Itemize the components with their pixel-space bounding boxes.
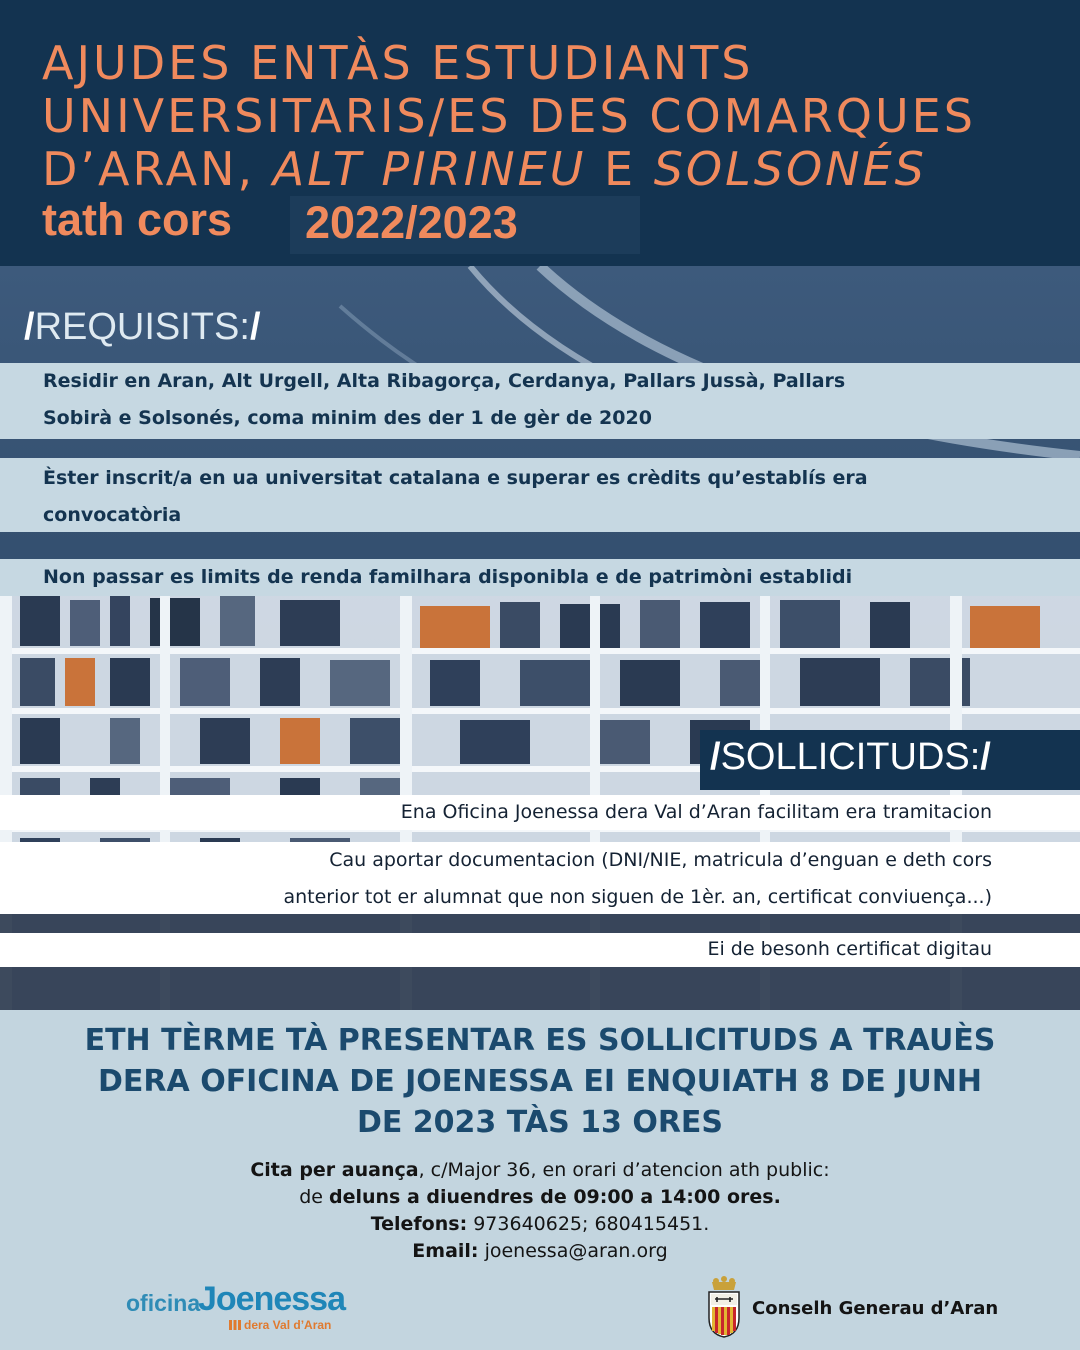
requisit-item-1 xyxy=(43,363,1043,437)
conselh-generau-logo xyxy=(706,1276,1046,1340)
cita-label: Cita per auança xyxy=(250,1159,419,1181)
header-banner xyxy=(0,0,1080,266)
logo-oficina-text: oficina xyxy=(126,1290,201,1316)
email-label: Email: xyxy=(412,1240,479,1262)
title-line-3 xyxy=(42,142,927,196)
requisit-item-2 xyxy=(43,460,1043,534)
year-label: tath cors xyxy=(42,194,233,245)
contact-email xyxy=(60,1238,1020,1265)
sollicitud-3-line-1: Ei de besonh certificat digitau xyxy=(707,938,992,960)
heading-slash-open: / xyxy=(24,306,35,348)
title-line-3-b: ALT PIRINEU xyxy=(272,142,587,196)
requisit-2-line-2: convocatòria xyxy=(43,504,182,526)
contact-cita xyxy=(60,1157,1020,1184)
phone-value[interactable]: 973640625; 680415451. xyxy=(467,1213,710,1235)
year-value: 2022/2023 xyxy=(305,197,518,248)
heading-slash-open: / xyxy=(710,736,721,778)
title-line-3-c: E xyxy=(586,142,654,196)
contact-phone xyxy=(60,1211,1020,1238)
logo-conselh-text: Conselh Generau d’Aran xyxy=(752,1298,999,1319)
sollicitud-2-line-1: Cau aportar documentacion (DNI/NIE, matricula d’enguan e deth cors xyxy=(329,849,992,871)
logo-sub-text: dera Val d’Aran xyxy=(244,1318,332,1332)
requisits-heading-text: REQUISITS: xyxy=(34,306,250,348)
title-line-1: AJUDES ENTÀS ESTUDIANTS xyxy=(42,36,754,90)
oficina-joenessa-logo xyxy=(126,1282,366,1338)
sollicituds-heading-text: SOLLICITUDS: xyxy=(720,736,981,778)
requisit-3-line-1: Non passar es limits de renda familhara disponibla e de patrimòni establidi xyxy=(43,566,853,588)
sollicitud-item-2 xyxy=(32,842,992,916)
title-line-2: UNIVERSITARIS/ES DES COMARQUES xyxy=(42,89,976,143)
title-line-3-a: D’ARAN, xyxy=(42,142,273,196)
requisits-heading xyxy=(24,308,261,346)
heading-slash-close: / xyxy=(249,306,261,348)
sollicituds-heading xyxy=(710,738,991,776)
requisit-1-line-2: Sobirà e Solsonés, coma minim des der 1 de gèr de 2020 xyxy=(43,407,652,429)
contact-hours xyxy=(60,1184,1020,1211)
sollicitud-2-line-2: anterior tot er alumnat que non siguen de 1èr. an, certificat conviuença...) xyxy=(283,886,992,908)
deadline-line-3: DE 2023 TÀS 13 ORES xyxy=(356,1105,724,1140)
deadline-line-2: DERA OFICINA DE JOENESSA EI ENQUIATH 8 DE JUNH xyxy=(98,1064,982,1099)
hours-prefix: de xyxy=(299,1186,329,1208)
email-link[interactable]: joenessa@aran.org xyxy=(478,1240,668,1262)
logo-joenessa-text: Joenessa xyxy=(198,1280,345,1318)
title-line-3-d: SOLSONÉS xyxy=(653,142,927,196)
deadline-notice xyxy=(60,1020,1020,1143)
heading-slash-close: / xyxy=(980,736,991,778)
sollicitud-1-line-1: Ena Oficina Joenessa dera Val d’Aran facilitam era tramitacion xyxy=(400,801,992,823)
cita-text: , c/Major 36, en orari d’atencion ath public: xyxy=(418,1159,830,1181)
deadline-line-1: ETH TÈRME TÀ PRESENTAR ES SOLLICITUDS A TRAUÈS xyxy=(84,1023,996,1058)
contact-info xyxy=(60,1157,1020,1265)
requisit-1-line-1: Residir en Aran, Alt Urgell, Alta Ribagorça, Cerdanya, Pallars Jussà, Pallars xyxy=(43,370,846,392)
requisit-item-3 xyxy=(43,559,1043,596)
phone-label: Telefons: xyxy=(370,1213,468,1235)
sollicitud-item-3 xyxy=(32,931,992,968)
coat-of-arms-icon xyxy=(706,1276,742,1338)
logo-bars-icon xyxy=(229,1320,241,1330)
requisit-2-line-1: Èster inscrit/a en ua universitat catalana e superar es crèdits qu’establís era xyxy=(43,467,868,489)
sollicitud-item-1 xyxy=(32,794,992,831)
hours-text: deluns a diuendres de 09:00 a 14:00 ores. xyxy=(328,1186,781,1208)
